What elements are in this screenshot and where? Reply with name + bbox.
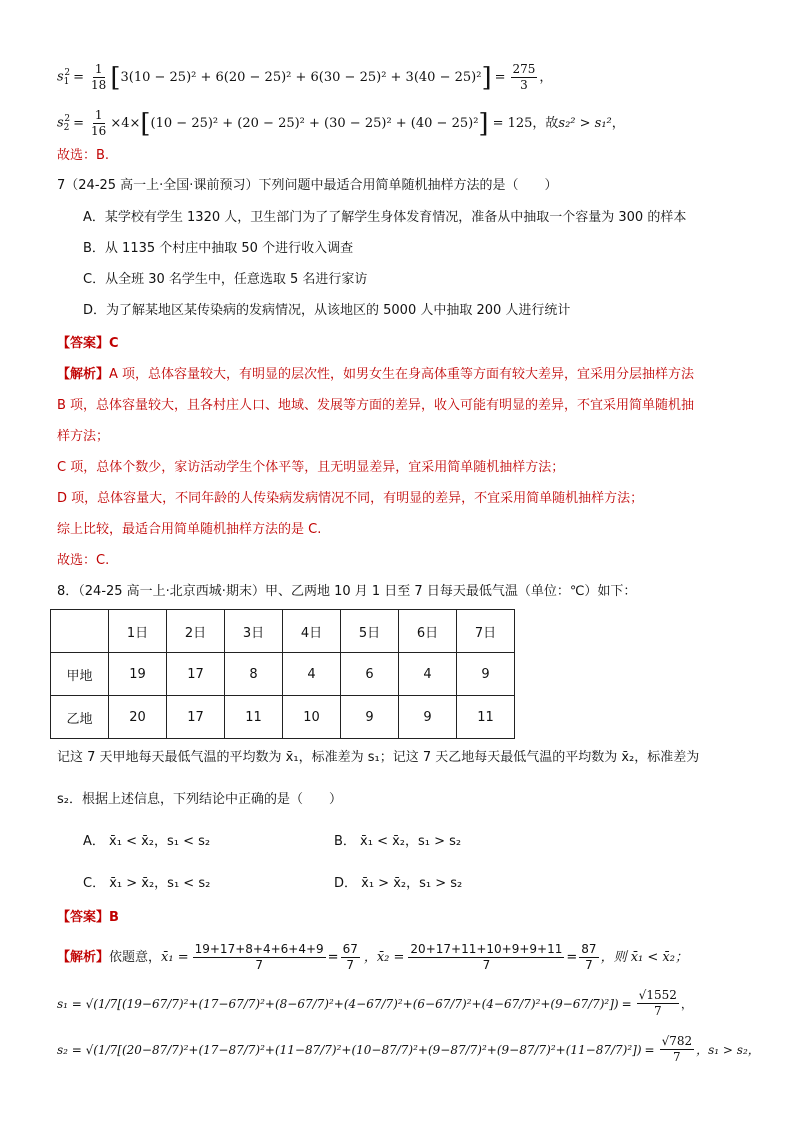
q8-option-d: D． x̄₁ > x̄₂，s₁ > s₂ — [334, 876, 463, 891]
q7-analysis-summary: 综上比较，最适合用简单随机抽样方法的是 C. — [57, 522, 322, 537]
q7-stem: 7（24-25 高一上·全国·课前预习）下列问题中最适合用简单随机抽样方法的是（ ） — [57, 178, 558, 193]
table-cell: 11 — [457, 696, 515, 739]
table-row — [51, 696, 515, 739]
table-row — [51, 653, 515, 696]
table-header-cell: 3日 — [225, 610, 283, 653]
table-cell: 4 — [399, 653, 457, 696]
table-header-cell: 4日 — [283, 610, 341, 653]
table-cell: 19 — [109, 653, 167, 696]
temperature-table — [50, 609, 515, 739]
q7-answer-line: 故选：C. — [57, 553, 110, 568]
table-header-cell: 7日 — [457, 610, 515, 653]
q8-description-2: s₂．根据上述信息，下列结论中正确的是（ ） — [57, 792, 342, 807]
table-cell: 甲地 — [51, 653, 109, 696]
q7-analysis-d: D 项，总体容量大，不同年龄的人传染病发病情况不同，有明显的差异，不宜采用简单随机抽样方法； — [57, 491, 644, 506]
q8-s2-formula: s₂ = √(1/7[(20−87/7)²+(17−87/7)²+(11−87/7)²+(10−87/7)²+(9−87/7)²+(9−87/7)²+(11−87/7)²]) = $\frac{√782}{7}$ ，s₁ > s₂， — [57, 1034, 760, 1064]
q7-answer: 【答案】C — [57, 336, 119, 351]
q8-option-c: C． x̄₁ > x̄₂，s₁ < s₂ — [83, 876, 211, 891]
q8-option-b: B． x̄₁ < x̄₂，s₁ > s₂ — [334, 834, 462, 849]
table-cell: 17 — [167, 653, 225, 696]
q8-description-1: 记这 7 天甲地每天最低气温的平均数为 x̄₁，标准差为 s₁；记这 7 天乙地每天最低气温的平均数为 x̄₂，标准差为 — [57, 750, 700, 765]
q8-option-a: A． x̄₁ < x̄₂，s₁ < s₂ — [83, 834, 211, 849]
q7-analysis-b-cont: 样方法； — [57, 429, 110, 444]
prev-answer-line: 故选：B. — [57, 148, 110, 163]
table-header-cell: 6日 — [399, 610, 457, 653]
table-cell: 9 — [457, 653, 515, 696]
table-header-row — [51, 610, 515, 653]
q7-option-c: C．从全班 30 名学生中，任意选取 5 名进行家访 — [83, 272, 368, 287]
q7-option-b: B．从 1135 个村庄中抽取 50 个进行收入调查 — [83, 241, 354, 256]
q7-analysis-a: 【解析】A 项，总体容量较大，有明显的层次性，如男女生在身高体重等方面有较大差异，宜采用分层抽样方法 — [57, 367, 695, 382]
formula-s1-squared: $s_1^2$ = $\frac{1}{18}$ [ 3(10 − 25)² + 6(20 − 25)² + 6(30 − 25)² + 3(40 − 25)² ] = $\frac{275}{3}$ ， — [57, 62, 553, 93]
table-cell: 8 — [225, 653, 283, 696]
q8-means-line: 【解析】 依题意， x̄₁ = $\frac{19+17+8+4+6+4+9}{7}$ = $\frac{67}{7}$ ，x̄₂ = $\frac{20+17+11+10+9+9+11}{7}$ = $\frac{87}{7}$ ，则 x̄₁ < x̄₂； — [57, 942, 688, 972]
q7-option-a: A．某学校有学生 1320 人，卫生部门为了了解学生身体发育情况，准备从中抽取一个容量为 300 的样本 — [83, 210, 687, 225]
q7-analysis-b: B 项，总体容量较大，且各村庄人口、地域、发展等方面的差异，收入可能有明显的差异，不宜采用简单随机抽 — [57, 398, 695, 413]
table-cell: 20 — [109, 696, 167, 739]
q8-stem: 8．（24-25 高一上·北京西城·期末）甲、乙两地 10 月 1 日至 7 日每天最低气温（单位：℃）如下： — [57, 584, 637, 599]
q8-answer: 【答案】B — [57, 910, 119, 925]
q8-s1-formula: s₁ = √(1/7[(19−67/7)²+(17−67/7)²+(8−67/7)²+(4−67/7)²+(6−67/7)²+(4−67/7)²+(9−67/7)²]) = $\frac{√1552}{7}$ ， — [57, 988, 693, 1018]
table-cell: 乙地 — [51, 696, 109, 739]
table-header-cell: 2日 — [167, 610, 225, 653]
table-cell: 17 — [167, 696, 225, 739]
table-cell: 4 — [283, 653, 341, 696]
table-cell: 11 — [225, 696, 283, 739]
table-header-cell: 5日 — [341, 610, 399, 653]
table-cell: 6 — [341, 653, 399, 696]
q7-option-d: D．为了解某地区某传染病的发病情况，从该地区的 5000 人中抽取 200 人进行统计 — [83, 303, 571, 318]
table-cell: 9 — [399, 696, 457, 739]
table-header-cell — [51, 610, 109, 653]
table-cell: 9 — [341, 696, 399, 739]
formula-s2-squared: $s_2^2$ = $\frac{1}{16}$ ×4× [ (10 − 25)² + (20 − 25)² + (30 − 25)² + (40 − 25)² ] = 125，故 s₂² > s₁² ， — [57, 108, 625, 139]
table-header-cell: 1日 — [109, 610, 167, 653]
table-cell: 10 — [283, 696, 341, 739]
q7-analysis-c: C 项，总体个数少，家访活动学生个体平等，且无明显差异，宜采用简单随机抽样方法； — [57, 460, 565, 475]
